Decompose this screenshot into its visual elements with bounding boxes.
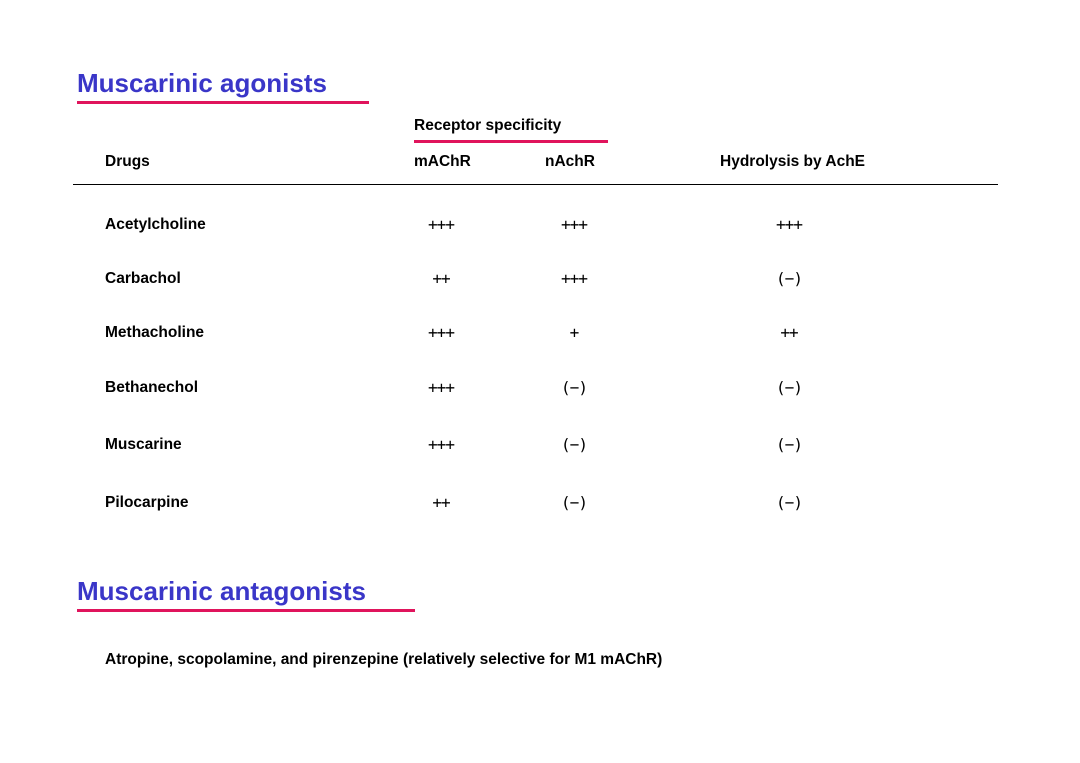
drug-name: Pilocarpine xyxy=(105,494,189,511)
drug-name: Carbachol xyxy=(105,270,181,287)
column-header-machr: mAChR xyxy=(414,153,471,170)
machr-value: +++ xyxy=(428,323,454,342)
agonists-title-underline xyxy=(77,101,369,104)
nachr-value: + xyxy=(569,323,579,342)
drug-name: Methacholine xyxy=(105,324,205,341)
antagonists-title: Muscarinic antagonists xyxy=(77,576,366,606)
drug-name: Muscarine xyxy=(105,436,182,453)
nachr-value: +++ xyxy=(561,215,587,234)
table-row xyxy=(0,321,1080,345)
machr-value: +++ xyxy=(428,215,454,234)
receptor-specificity-underline xyxy=(414,140,608,143)
column-header-hydrolysis: Hydrolysis by AchE xyxy=(720,153,866,170)
antagonists-description: Atropine, scopolamine, and pirenzepine (relatively selective for M1 mAChR) xyxy=(105,651,663,668)
hydrolysis-value: (−) xyxy=(776,269,802,288)
hydrolysis-value: ++ xyxy=(780,323,798,342)
nachr-value: (−) xyxy=(561,435,587,454)
machr-value: ++ xyxy=(432,493,450,512)
drug-name: Bethanechol xyxy=(105,379,199,396)
machr-value: +++ xyxy=(428,378,454,397)
hydrolysis-value: (−) xyxy=(776,435,802,454)
table-row xyxy=(0,267,1080,291)
hydrolysis-value: +++ xyxy=(776,215,802,234)
agonists-title: Muscarinic agonists xyxy=(77,68,327,98)
drug-name: Acetylcholine xyxy=(105,216,206,233)
machr-value: +++ xyxy=(428,435,454,454)
table-row xyxy=(0,491,1080,515)
table-row xyxy=(0,433,1080,457)
antagonists-title-underline xyxy=(77,609,415,612)
table-row xyxy=(0,213,1080,237)
receptor-specificity-header: Receptor specificity xyxy=(414,117,562,134)
nachr-value: (−) xyxy=(561,493,587,512)
machr-value: ++ xyxy=(432,269,450,288)
column-header-nachr: nAchR xyxy=(545,153,595,170)
table-header-rule xyxy=(73,184,998,185)
hydrolysis-value: (−) xyxy=(776,493,802,512)
table-row xyxy=(0,376,1080,400)
hydrolysis-value: (−) xyxy=(776,378,802,397)
nachr-value: +++ xyxy=(561,269,587,288)
column-header-drugs: Drugs xyxy=(105,153,150,170)
nachr-value: (−) xyxy=(561,378,587,397)
